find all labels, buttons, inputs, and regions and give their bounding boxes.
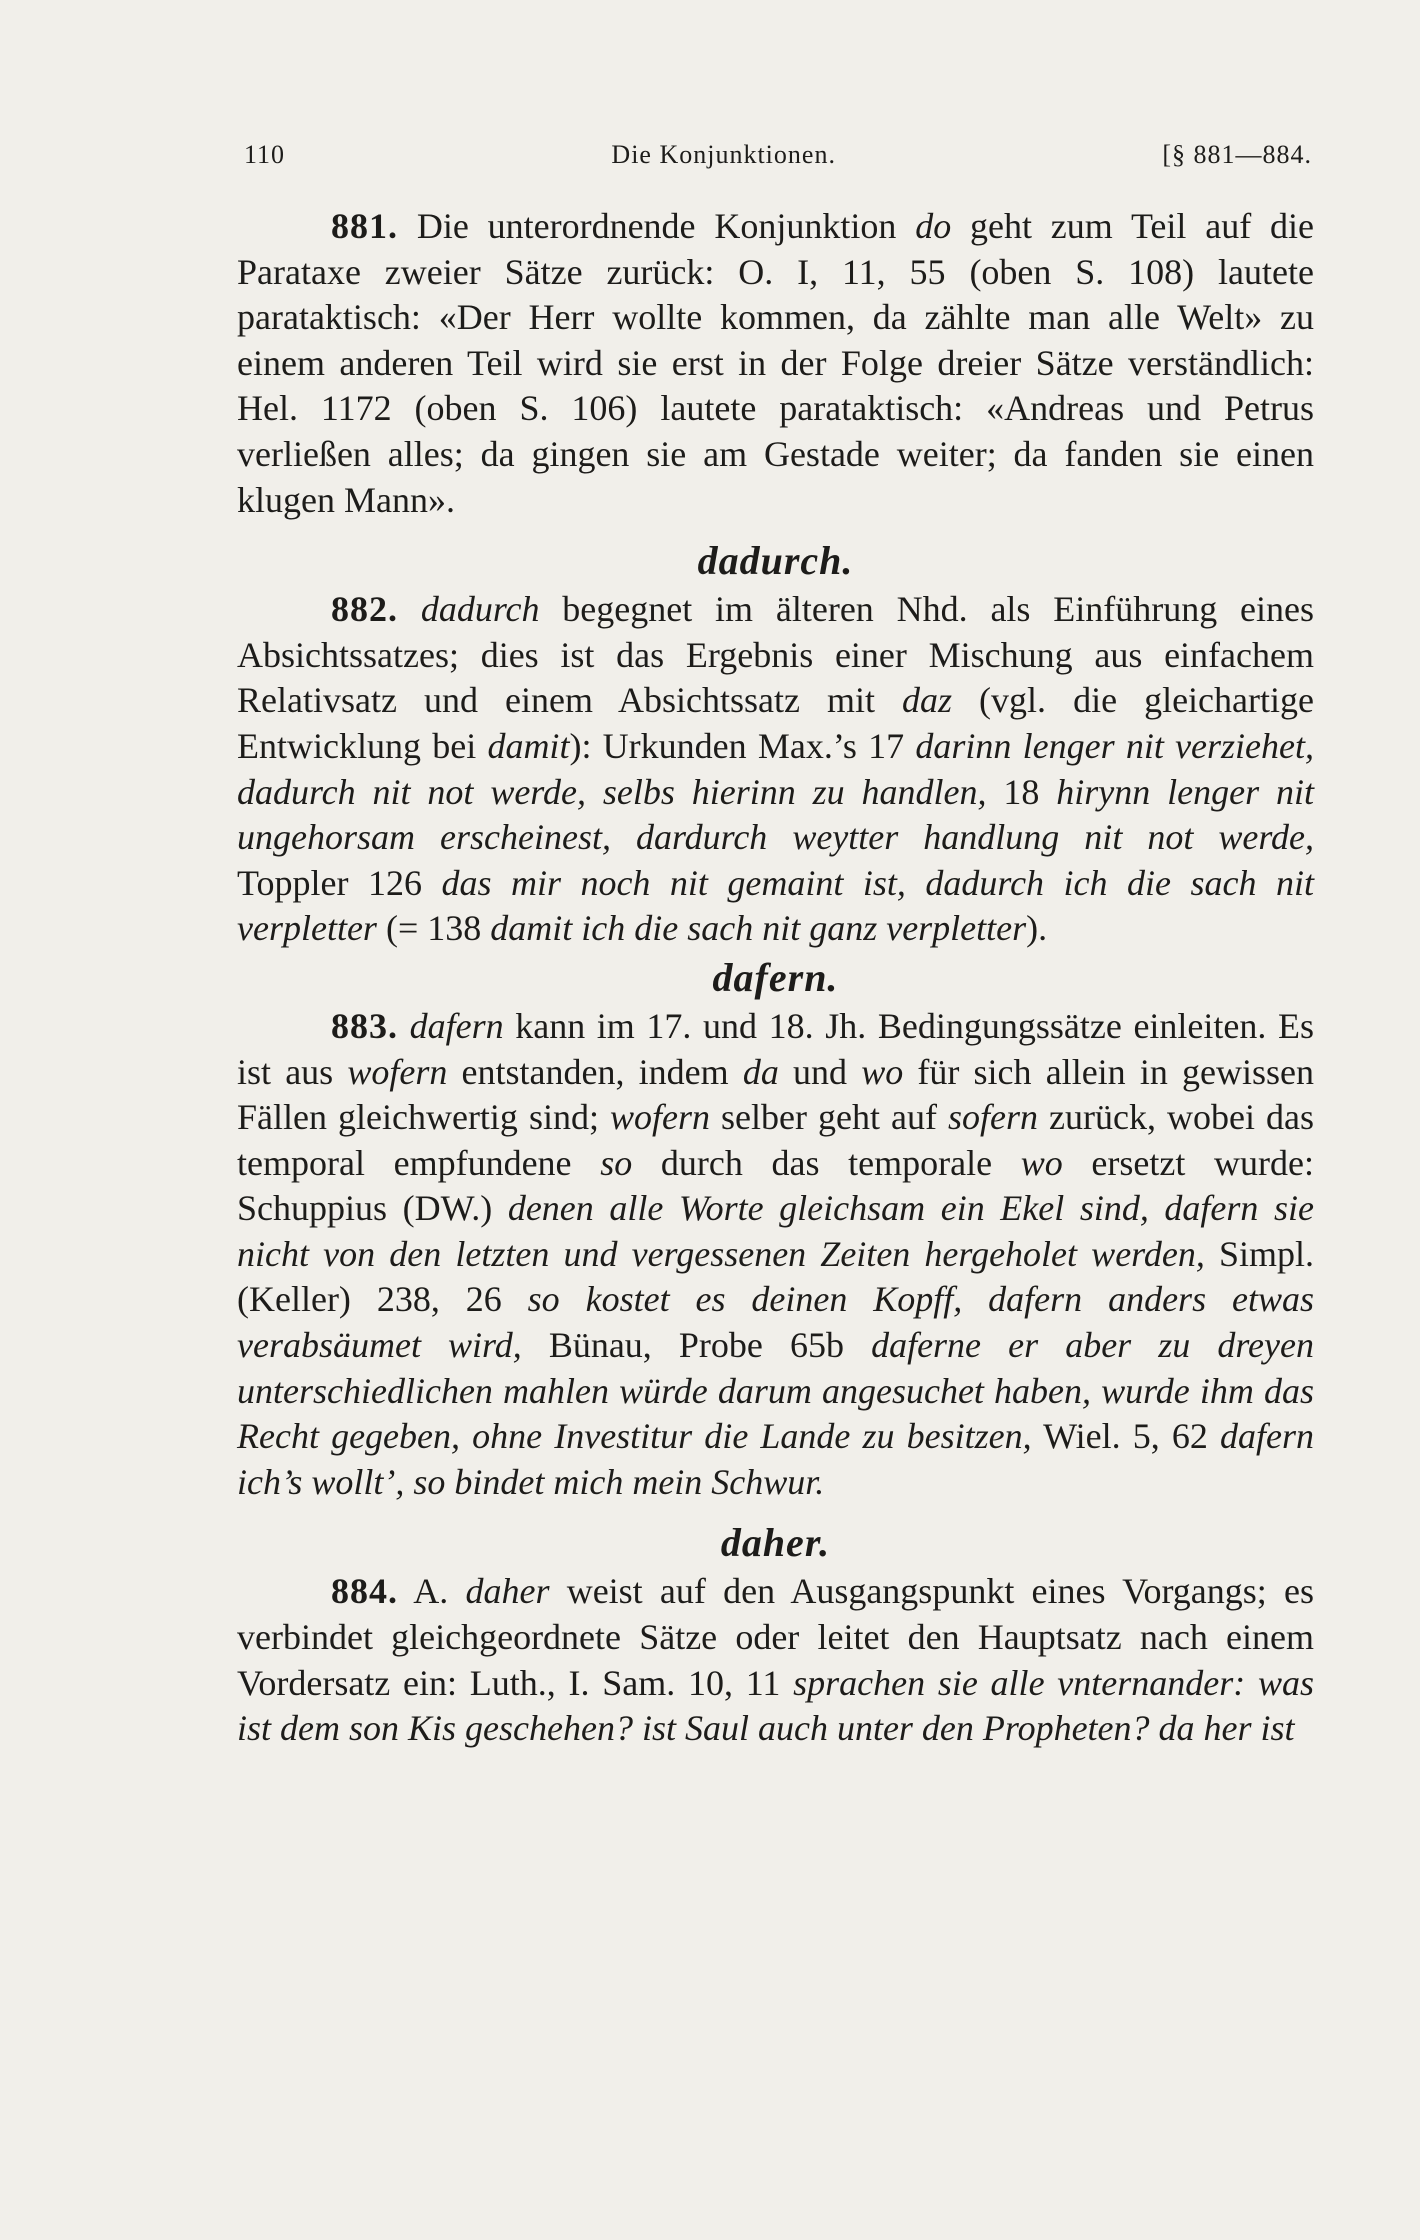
italic-text: damit ich die sach nit ganz verpletter <box>490 908 1027 949</box>
italic-text: das mir noch nit gemaint ist, dadurch ich die sach nit verpletter <box>237 862 1314 949</box>
paragraph-882 <box>237 587 1314 952</box>
text: 18 <box>986 771 1057 812</box>
italic-text: wo <box>861 1051 904 1092</box>
text: und <box>778 1051 862 1092</box>
running-title: Die Konjunktionen. <box>611 140 836 169</box>
text: (vgl. die gleichartige Entwicklung bei <box>237 680 1314 766</box>
italic-text: sofern <box>948 1097 1039 1138</box>
italic-text: hirynn lenger nit ungehorsam erscheinest, dardurch weytter handlung nit not werde, <box>237 771 1314 858</box>
italic-text: denen alle Worte gleichsam ein Ekel sind, dafern sie nicht von den letzten und vergessenen Zeiten hergeholet werden, <box>237 1188 1314 1274</box>
italic-text: darinn lenger nit verziehet, dadurch nit not werde, selbs hierinn zu handlen, <box>237 725 1315 812</box>
text: Die unterordnende Konjunktion <box>398 206 916 246</box>
heading-daher: daher. <box>720 1520 831 1566</box>
text: (= 138 <box>376 908 491 949</box>
page-body <box>237 204 1314 1752</box>
italic-text: sprachen sie alle vnternander: was ist dem son Kis geschehen? ist Saul auch unter den Propheten? da her ist <box>237 1662 1314 1749</box>
text: geht zum Teil auf die Parataxe zweier Sätze zurück: O. I, 11, 55 (oben S. 108) lautete parataktisch: «Der Herr wollte kommen, da zählte man alle Welt» zu einem anderen Teil wird sie erst in der Folge dreier Sätze verständlich: Hel. 1172 (oben S. 106) lautete parataktisch: «Andreas und Petrus verließen alles; da gingen sie am Gestade weiter; da fanden sie einen klugen Mann». <box>237 206 1315 520</box>
text: ). <box>1026 908 1048 949</box>
text: kann im 17. und 18. Jh. Bedingungssätze einleiten. Es ist aus <box>237 1005 1314 1092</box>
text: entstanden, indem <box>447 1051 743 1092</box>
text: ): Urkunden Max.’s 17 <box>569 725 916 766</box>
section-range: [§ 881—884. <box>1162 140 1312 169</box>
section-number-882: 882. <box>331 589 398 630</box>
italic-text: damit <box>487 725 570 766</box>
italic-text: dafern ich’s wollt’, so bindet mich mein Schwur. <box>237 1416 1314 1502</box>
text: selber geht auf <box>710 1097 949 1138</box>
section-number-883: 883. <box>331 1005 398 1046</box>
section-number-884: 884. <box>331 1571 398 1612</box>
text: Bünau, Probe 65b <box>521 1325 872 1366</box>
text: Wiel. 5, 62 <box>1031 1416 1220 1457</box>
text: weist auf den Ausgangspunkt eines Vorgangs; es verbindet gleichgeordnete Sätze oder leitet den Hauptsatz nach einem Vordersatz ein: Luth., I. Sam. 10, 11 <box>237 1571 1314 1703</box>
italic-text: dadurch <box>398 589 540 630</box>
heading-dafern: dafern. <box>712 954 839 1000</box>
text: durch das temporale <box>632 1142 1021 1183</box>
text: zurück, wobei das temporal empfundene <box>237 1097 1314 1183</box>
text: für sich allein in gewissen Fällen gleichwertig sind; <box>237 1051 1314 1138</box>
text: ersetzt wurde: Schuppius (DW.) <box>237 1142 1314 1229</box>
italic-text: so <box>600 1142 633 1183</box>
italic-text: do <box>915 206 952 246</box>
section-number-881: 881. <box>331 206 398 246</box>
italic-text: wofern <box>347 1051 448 1092</box>
italic-text: daher <box>465 1571 550 1612</box>
heading-dadurch: dadurch. <box>697 538 854 584</box>
text: begegnet im älteren Nhd. als Einführung eines Absichtssatzes; dies ist das Ergebnis einer Mischung aus einfachem Relativsatz und einem Absichtssatz mit <box>237 589 1315 721</box>
italic-text: daferne er aber zu dreyen unterschiedlichen mahlen würde darum angesuchet haben, wurde ihm das Recht gegeben, ohne Investitur die Lande zu besitzen, <box>237 1325 1314 1457</box>
italic-text: wo <box>1020 1142 1063 1183</box>
text: A. <box>398 1571 466 1612</box>
paragraph-881 <box>237 204 1314 523</box>
italic-text: dafern <box>398 1005 504 1046</box>
italic-text: so kostet es deinen Kopff, dafern anders etwas verabsäumet wird, <box>237 1279 1314 1366</box>
paragraph-883 <box>237 1004 1314 1506</box>
running-header <box>244 140 1312 184</box>
text: Simpl. (Keller) 238, 26 <box>237 1233 1314 1320</box>
italic-text: daz <box>902 680 953 721</box>
paragraph-884 <box>237 1569 1314 1751</box>
text: Toppler 126 <box>237 862 442 903</box>
italic-text: da <box>742 1051 779 1092</box>
italic-text: wofern <box>610 1097 711 1138</box>
page-number: 110 <box>244 140 286 169</box>
